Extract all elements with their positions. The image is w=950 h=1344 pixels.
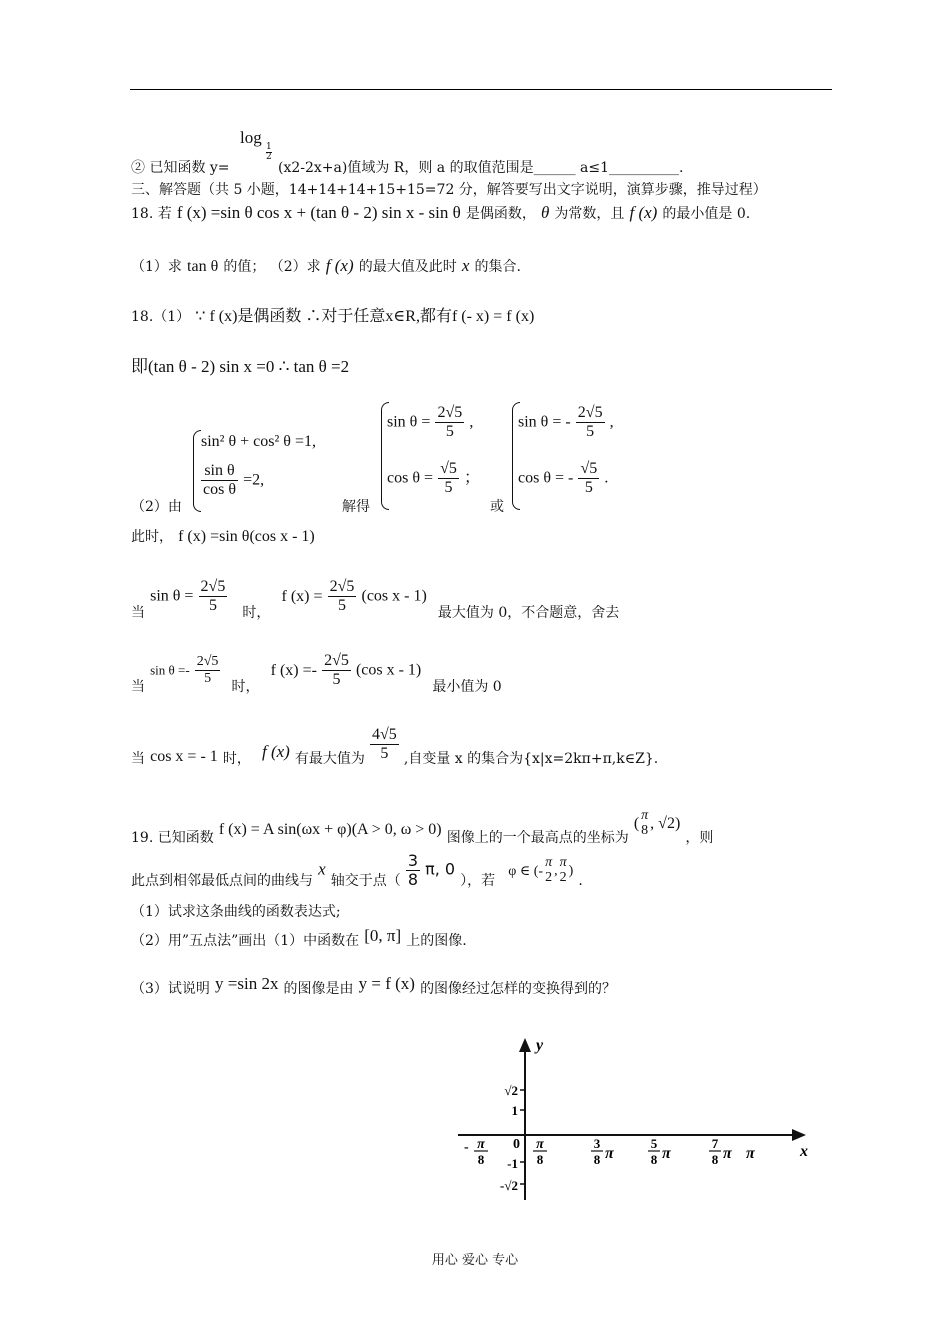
log-base-num: 1 [266,142,272,152]
y-tick-label-sqrt2: √2 [504,1083,518,1098]
case1-frac [199,578,228,614]
system1-den: cos θ [203,480,236,498]
case2-line [131,652,502,695]
x-tick-neg-sign: - [464,1140,469,1155]
log-base-den: 2 [266,152,272,163]
q19-pt-end: , √2) [650,814,681,832]
q19-line1 [131,808,714,846]
q19-prefix: 19. 已知函数 [131,829,214,846]
case1-fden: 5 [338,596,347,614]
q19-function: f (x) = A sin(ωx + φ)(A > 0, ω > 0) [218,820,442,838]
case2-time: 时， [231,678,260,695]
q19-phi-num1: π [545,854,553,870]
x-tick-neg-num: π [477,1137,485,1152]
q19-part2 [131,926,467,949]
system1-line2 [201,462,264,498]
header-rule [130,89,832,90]
x-tick-1-den: 8 [536,1152,544,1167]
x-tick-1-num: π [536,1137,544,1152]
q19-l2-den: 8 [407,869,419,889]
case2-f: f (x) =- [270,661,317,679]
q18-fx: f (x) [629,203,658,222]
q19-phi-den1: 2 [545,870,553,886]
sol18-step1 [131,303,534,326]
y-axis-arrow [519,1038,531,1052]
q19-l2-b: 轴交于点（ [330,872,401,889]
q18-theta: θ [540,203,550,222]
q19-phi-frac2 [558,855,569,886]
system2-l1-end: , [469,413,474,431]
x-tick-4-pi: π [723,1145,732,1162]
y-tick-label-1: 1 [511,1103,518,1118]
q19-part3 [131,974,617,997]
q19-l2-x: x [318,859,326,879]
q19-p2-b: 上的图像. [406,933,467,949]
q19-l2-frac [406,852,420,888]
q19-pt-num: π [641,808,649,823]
q19-l2-c: ），若 [460,872,496,889]
q18-mid1: 是偶函数， [465,206,536,222]
case3-fx: f (x) [261,741,290,761]
q18-prefix: 18. 若 [131,206,172,222]
system3-l2-end: . [604,469,609,487]
q18-parts [131,256,521,276]
q19-p3-y2: y = f (x) [358,974,415,993]
x-tick-pi-8 [533,1137,547,1167]
system2-l2-end: ； [463,469,480,487]
system2-l1-num: 2√5 [437,404,463,421]
system3-l2-lhs: cos θ = - [518,469,574,487]
x-tick-2-num: 3 [593,1136,601,1151]
sol18-step4 [131,526,315,546]
case1-fnum: 2√5 [329,578,355,595]
q19-p2-interval: [0, π] [364,926,402,945]
y-axis-label: y [536,1037,544,1054]
sol18-step3-label: （2）由 [131,499,182,515]
case1-line [131,578,620,621]
q19-phi-a: φ ∈ (- [508,863,544,879]
q19-phi-end: ) [568,863,574,879]
q19-p3-y1: y =sin 2x [215,974,279,993]
q19-pt-open: ( [633,814,640,832]
system3-l1-lhs: sin θ = - [518,413,571,431]
q19-p2-a: （2）用”五点法”画出（1）中函数在 [131,933,360,949]
system2-l1-lhs: sin θ = [387,413,431,431]
system2-l2-frac [438,460,459,496]
case2-note: 最小值为 0 [432,678,502,695]
system1-line1: sin² θ + cos² θ =1, [201,433,316,450]
system2-line2 [387,460,480,496]
q19-pt-den: 8 [641,823,649,839]
case1-f: f (x) = [281,587,323,605]
q19-line2 [131,852,583,888]
system3-l1-num: 2√5 [577,404,603,421]
q19-l2-num: 3 [407,851,419,870]
q19-phi-frac1 [543,855,554,886]
case2-ffrac [322,652,351,688]
q18-part2-fx: f (x) [325,256,354,275]
q19-l2-pi: π, 0 [425,859,456,879]
q18-part2-x: x [461,256,470,275]
q18-part2-c: 的最大值及此时 [358,259,457,275]
x-axis-label: x [800,1143,808,1160]
q19-phi-mid: , [554,863,558,879]
system3-l2-num: √5 [580,460,598,477]
q18-function: f (x) =sin θ cos x + (tan θ - 2) sin x - sin θ [176,203,461,222]
case1-fend: (cos x - 1) [361,587,427,605]
system2-line1 [387,404,473,440]
system1-num: sin θ [201,462,238,481]
case2-sin: sin θ =- [150,662,190,678]
case1-ffrac [328,578,357,614]
case2-num: 2√5 [196,654,219,670]
solve-word: 解得 [342,499,370,515]
system3-l2-den: 5 [584,478,593,496]
case2-den: 5 [204,670,212,686]
x-tick-2-den: 8 [593,1152,601,1167]
system1-fraction [201,462,238,498]
case2-fnum: 2√5 [324,652,349,669]
system2-l2-lhs: cos θ = [387,469,434,487]
system3-l1-frac [576,404,605,440]
log-question-prefix: ② 已知函数 y= [131,160,230,176]
case2-fend: (cos x - 1) [355,661,422,679]
q18-part2-d: 的集合. [474,259,521,275]
x-tick-3-num: 5 [650,1136,658,1151]
q18-mid2: 为常数，且 [554,206,625,222]
q19-part1: （1）试求这条曲线的函数表达式; [131,904,341,920]
x-tick-3-pi: π [662,1145,671,1162]
system3-l1-den: 5 [586,422,595,440]
x-tick-2-pi: π [605,1145,614,1162]
q19-phi-den2: 2 [559,870,567,886]
y-tick-label-neg-sqrt2: -√2 [500,1178,518,1193]
or-word: 或 [490,499,504,515]
x-tick-7pi-8 [709,1136,733,1167]
x-axis-arrow [792,1129,806,1141]
coordinate-axes-graph [450,1030,820,1205]
q18-tan: tan θ [187,258,219,275]
x-tick-3pi-8 [591,1136,615,1167]
sol18-step4-label: 此时， [131,529,173,545]
q18-line [131,203,750,223]
q19-p3-b: 的图像是由 [283,981,354,997]
page-footer: 用心 爱心 专心 [431,1253,519,1268]
log-word: log [240,128,262,147]
case2-when: 当 [131,678,145,695]
section-three-heading: 三、解答题（共 5 小题，14+14+14+15+15=72 分，解答要写出文字说明，演算步骤，推导过程） [131,182,767,198]
case3-end: ,自变量 x 的集合为{x|x=2kπ+π,k∈Z}. [403,750,659,767]
origin-label: 0 [513,1137,520,1152]
x-tick-4-num: 7 [711,1136,719,1151]
case3-line [131,726,659,767]
case1-when: 当 [131,604,145,621]
q18-part1-b: 的值； （2）求 [223,259,321,275]
x-tick-5pi-8 [648,1136,672,1167]
case1-note: 最大值为 0，不合题意，舍去 [437,604,620,621]
system2-l2-den: 5 [444,478,453,496]
system2-l1-frac [435,404,464,440]
case2-fden: 5 [332,670,341,688]
log-base [266,143,272,163]
system3-line1 [518,404,614,440]
system3-l2-frac [578,460,599,496]
x-tick-pi: π [746,1145,755,1162]
sol18-step4-text: f (x) =sin θ(cos x - 1) [178,528,315,545]
q19-p3-a: （3）试说明 [131,981,210,997]
q19-mid: 图像上的一个最高点的坐标为 [446,829,629,846]
q19-l2-a: 此点到相邻最低点间的曲线与 [131,872,313,889]
case3-den: 5 [380,744,389,762]
case3-cos: cos x = - 1 [150,747,218,765]
q18-part1-a: （1）求 [131,259,182,275]
system3-l1-end: , [609,413,614,431]
sol18-step2: 即(tan θ - 2) sin x =0 ∴ tan θ =2 [131,357,350,376]
x-tick-4-den: 8 [711,1152,719,1167]
case3-num: 4√5 [372,726,397,743]
case1-sin: sin θ = [150,587,194,605]
sol18-step1-text: ∵ f (x)是偶函数 ∴对于任意x∈R,都有f (- x) = f (x) [195,308,535,325]
q19-p3-c: 的图像经过怎样的变换得到的？ [420,981,617,997]
case3-time: 时， [222,750,251,767]
case2-frac [195,654,221,686]
log-question-rest: (x2-2x+a)值域为 R，则 a 的取值范围是______ a≤1__________. [278,160,684,176]
case3-mid: 有最大值为 [294,750,365,767]
case1-time: 时， [242,604,271,621]
x-tick-neg-pi-8 [464,1137,488,1167]
x-tick-neg-den: 8 [477,1152,485,1167]
x-tick-3-den: 8 [650,1152,658,1167]
sol18-step1-label: 18.（1） [131,309,191,325]
q19-phi-dot: . [578,872,583,889]
case1-den: 5 [208,596,217,614]
case1-num: 2√5 [200,578,226,595]
q19-end: ，则 [685,829,714,846]
y-tick-label-neg1: -1 [507,1156,518,1171]
q19-pt-frac [639,808,650,839]
case3-frac [370,726,399,762]
system1-brace [193,430,201,512]
system1-eq: =2, [243,471,265,489]
q19-phi-num2: π [559,854,567,870]
q18-end: 的最小值是 0. [662,206,751,222]
case3-when: 当 [131,750,145,767]
system2-l1-den: 5 [445,422,454,440]
system2-l2-num: √5 [440,460,457,477]
system3-line2 [518,460,608,496]
